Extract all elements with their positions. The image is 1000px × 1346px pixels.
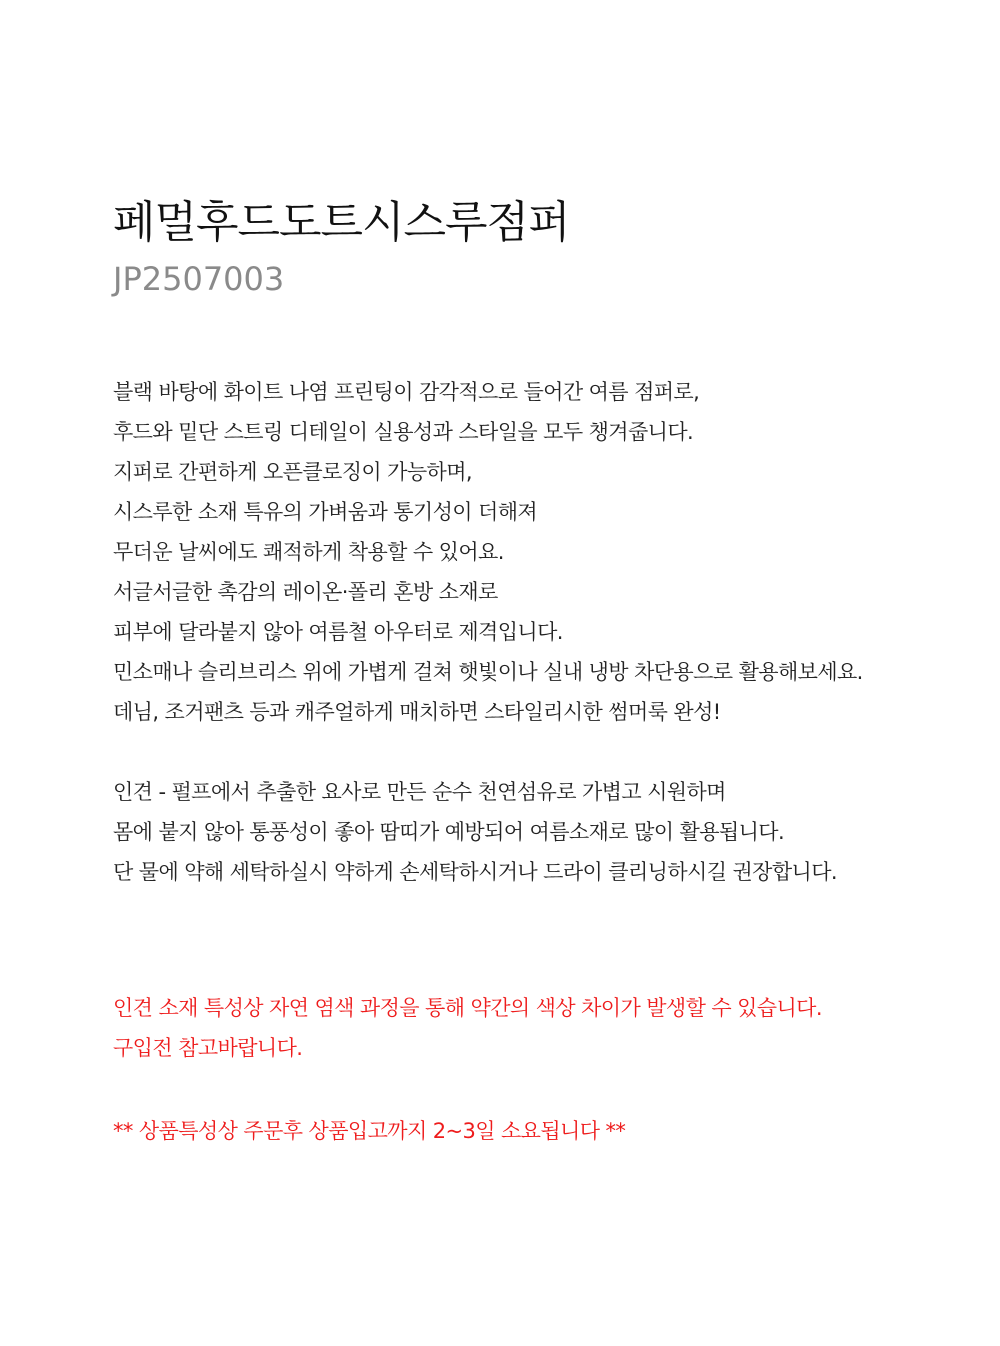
shipping-notice xyxy=(113,1111,625,1151)
material-info xyxy=(113,772,837,892)
product-description xyxy=(113,372,863,732)
shipping-notice-line: ** 상품특성상 주문후 상품입고까지 2~3일 소요됩니다 ** xyxy=(113,1119,626,1143)
description-line: 후드와 밑단 스트링 디테일이 실용성과 스타일을 모두 챙겨줍니다. xyxy=(113,420,694,444)
notice-line: 인견 소재 특성상 자연 염색 과정을 통해 약간의 색상 차이가 발생할 수 있습니다. xyxy=(113,996,822,1020)
product-code: JP2507003 xyxy=(113,260,285,298)
color-notice xyxy=(113,988,822,1068)
description-line: 피부에 달라붙지 않아 여름철 아우터로 제격입니다. xyxy=(113,620,563,644)
description-line: 블랙 바탕에 화이트 나염 프린팅이 감각적으로 들어간 여름 점퍼로, xyxy=(113,380,700,404)
description-line: 지퍼로 간편하게 오픈클로징이 가능하며, xyxy=(113,460,472,484)
description-line: 시스루한 소재 특유의 가벼움과 통기성이 더해져 xyxy=(113,500,538,524)
material-line: 몸에 붙지 않아 통풍성이 좋아 땀띠가 예방되어 여름소재로 많이 활용됩니다. xyxy=(113,820,785,844)
description-line: 무더운 날씨에도 쾌적하게 착용할 수 있어요. xyxy=(113,540,504,564)
material-line: 단 물에 약해 세탁하실시 약하게 손세탁하시거나 드라이 클리닝하시길 권장합니다. xyxy=(113,860,837,884)
material-line: 인견 - 펄프에서 추출한 요사로 만든 순수 천연섬유로 가볍고 시원하며 xyxy=(113,780,726,804)
product-title: 페멀후드도트시스루점퍼 xyxy=(113,197,570,248)
notice-line: 구입전 참고바랍니다. xyxy=(113,1036,303,1060)
description-line: 민소매나 슬리브리스 위에 가볍게 걸쳐 햇빛이나 실내 냉방 차단용으로 활용해보세요. xyxy=(113,660,863,684)
description-line: 서글서글한 촉감의 레이온·폴리 혼방 소재로 xyxy=(113,580,498,604)
description-line: 데님, 조거팬츠 등과 캐주얼하게 매치하면 스타일리시한 썸머룩 완성! xyxy=(113,700,721,724)
